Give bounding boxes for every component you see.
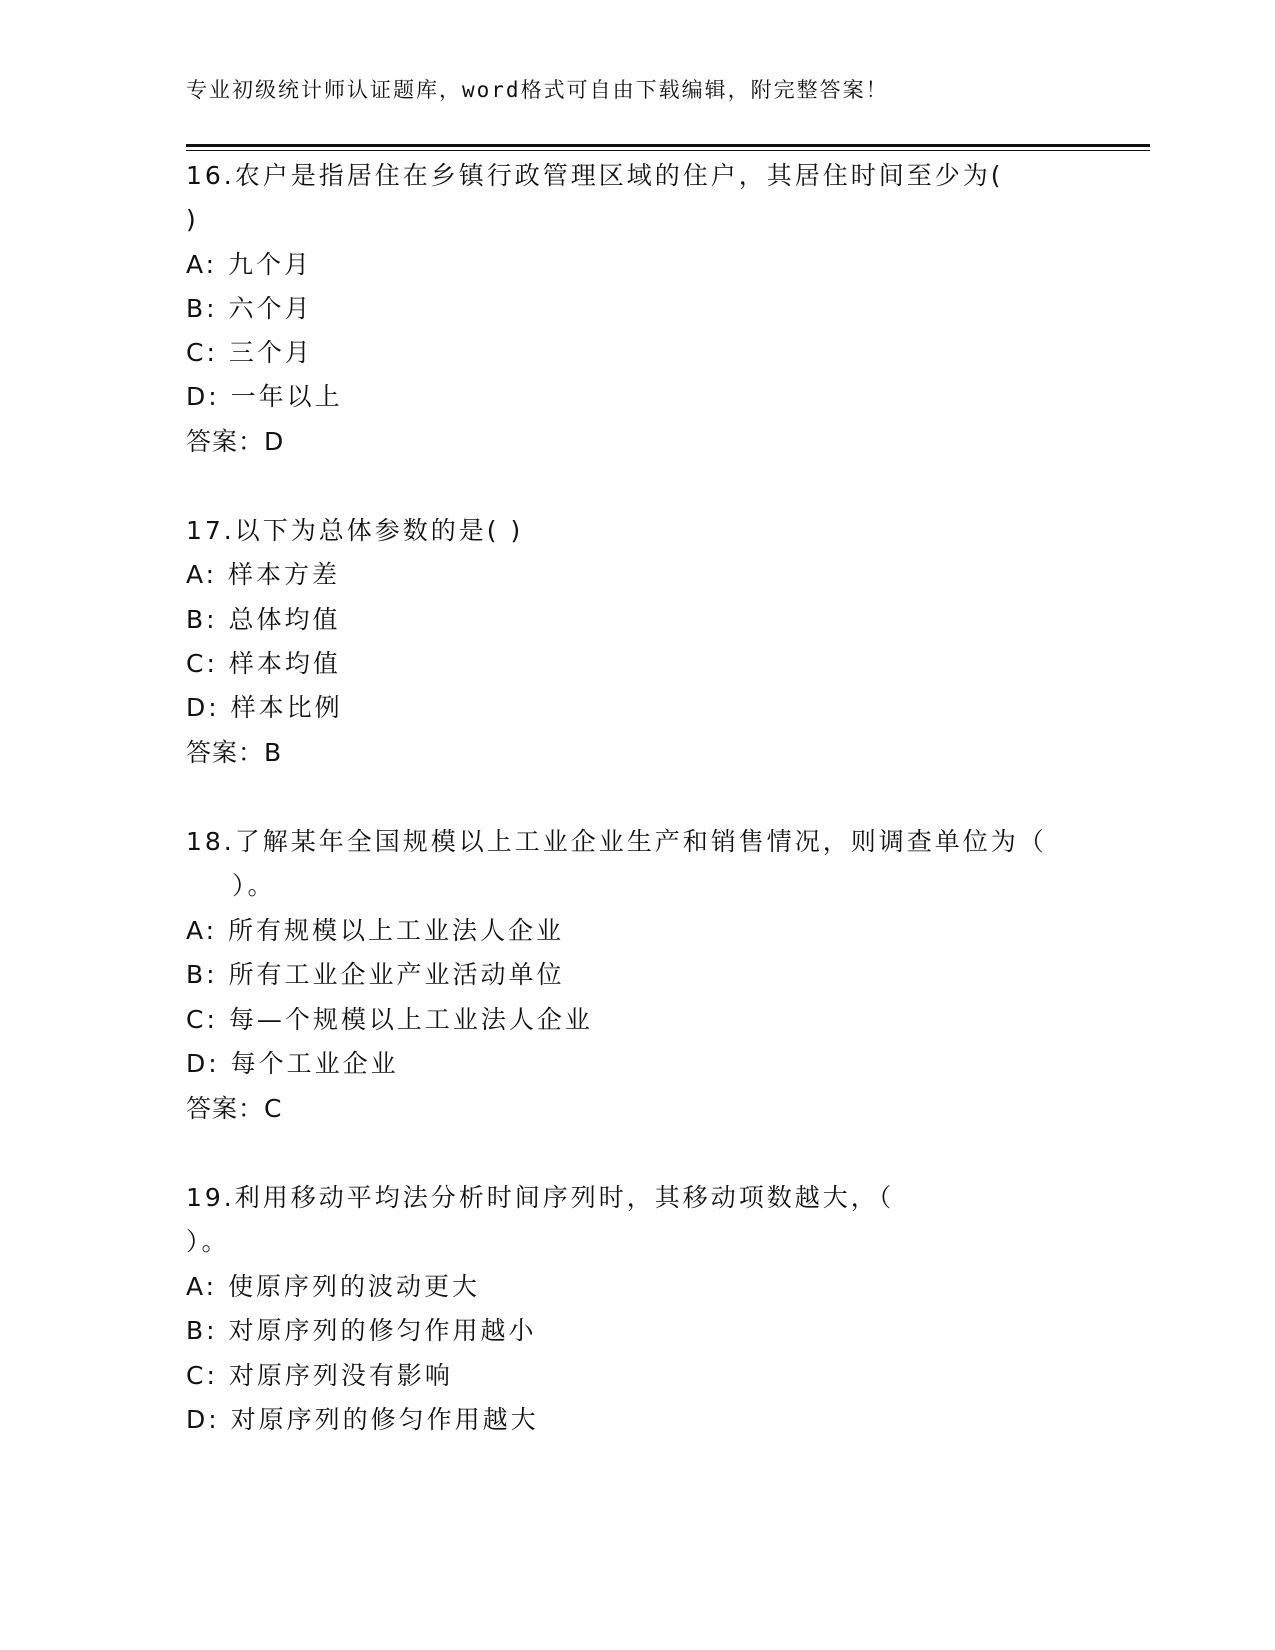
question-19-option-d: D: 对原序列的修匀作用越大 (186, 1405, 539, 1434)
document-header: 专业初级统计师认证题库，word格式可自由下载编辑，附完整答案！ (186, 78, 889, 102)
question-19-stem-cont: ）。 (186, 1227, 230, 1256)
question-16-option-b: B: 六个月 (186, 294, 313, 323)
question-18-option-a: A: 所有规模以上工业法人企业 (186, 916, 565, 945)
question-18-option-b: B: 所有工业企业产业活动单位 (186, 960, 565, 989)
header-rule-thin (186, 150, 1150, 151)
question-18-stem-cont: ）。 (232, 871, 276, 900)
question-17-stem: 17.以下为总体参数的是( ) (186, 516, 524, 545)
question-19-option-c: C: 对原序列没有影响 (186, 1361, 453, 1390)
question-16-option-d: D: 一年以上 (186, 382, 343, 411)
question-18-option-c: C: 每—个规模以上工业法人企业 (186, 1005, 593, 1034)
question-19-option-b: B: 对原序列的修匀作用越小 (186, 1316, 537, 1345)
question-16-option-c: C: 三个月 (186, 338, 313, 367)
question-17-option-a: A: 样本方差 (186, 560, 341, 589)
question-16-stem-cont: ) (186, 205, 199, 234)
header-rule-thick (186, 144, 1150, 147)
question-18-stem: 18.了解某年全国规模以上工业企业生产和销售情况，则调查单位为（ (186, 827, 1047, 856)
question-18-option-d: D: 每个工业企业 (186, 1049, 399, 1078)
question-18-answer: 答案：C (186, 1094, 283, 1123)
question-17-option-c: C: 样本均值 (186, 649, 341, 678)
question-16-option-a: A: 九个月 (186, 250, 313, 279)
question-17-option-b: B: 总体均值 (186, 605, 341, 634)
question-17-option-d: D: 样本比例 (186, 693, 343, 722)
question-19-stem: 19.利用移动平均法分析时间序列时，其移动项数越大，（ (186, 1183, 895, 1212)
question-17-answer: 答案：B (186, 738, 283, 767)
question-19-option-a: A: 使原序列的波动更大 (186, 1272, 481, 1301)
question-16-stem: 16.农户是指居住在乡镇行政管理区域的住户，其居住时间至少为( (186, 161, 1004, 190)
question-16-answer: 答案：D (186, 427, 285, 456)
